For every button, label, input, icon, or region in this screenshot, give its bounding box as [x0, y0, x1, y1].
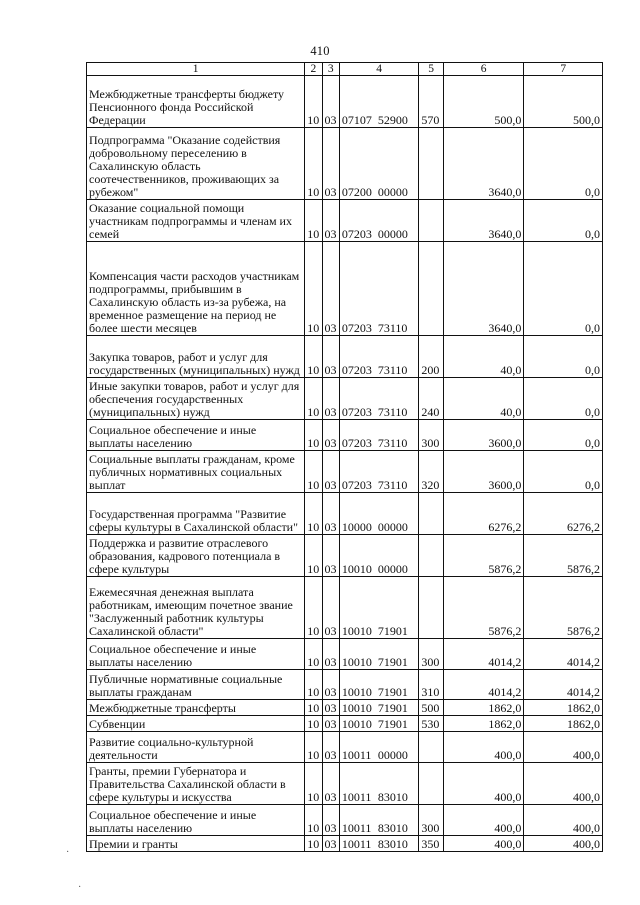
- row-target-article: [339, 732, 419, 763]
- row-target-article: [339, 493, 419, 535]
- table-row: [87, 200, 603, 242]
- row-sum-year-1: 400,0: [443, 763, 524, 805]
- row-target-article: [339, 451, 419, 493]
- target-article-direction: 52900: [377, 113, 408, 127]
- margin-dot: ·: [66, 847, 70, 858]
- target-article-program: 10000: [341, 520, 372, 534]
- row-subsection: 03: [322, 451, 339, 493]
- row-name: Оказание социальной помощи участникам подпрограммы и членам их семей: [87, 200, 305, 242]
- row-sum-year-2: 400,0: [524, 763, 603, 805]
- row-section: 10: [305, 420, 322, 451]
- row-name: Государственная программа "Развитие сферы культуры в Сахалинской области": [87, 493, 305, 535]
- target-article-direction: 71901: [377, 685, 408, 699]
- table-row: [87, 451, 603, 493]
- row-target-article: [339, 639, 419, 670]
- target-article-program: 10011: [341, 837, 372, 851]
- row-sum-year-1: 400,0: [443, 732, 524, 763]
- row-name: Ежемесячная денежная выплата работникам, имеющим почетное звание "Заслуженный работник культуры Сахалинской области": [87, 577, 305, 639]
- row-sum-year-2: 0,0: [524, 242, 603, 336]
- row-sum-year-2: 0,0: [524, 128, 603, 200]
- row-target-article: [339, 128, 419, 200]
- table-row: [87, 493, 603, 535]
- target-article-program: 07203: [341, 321, 372, 335]
- row-subsection: 03: [322, 200, 339, 242]
- row-subsection: 03: [322, 805, 339, 836]
- row-name: Социальное обеспечение и иные выплаты населению: [87, 420, 305, 451]
- row-subsection: 03: [322, 128, 339, 200]
- row-sum-year-2: 400,0: [524, 836, 603, 852]
- row-expense-type: [419, 577, 443, 639]
- column-header-2: 2: [305, 63, 322, 76]
- target-article-direction: 71901: [377, 624, 408, 638]
- row-name: Социальное обеспечение и иные выплаты населению: [87, 639, 305, 670]
- row-target-article: [339, 336, 419, 378]
- row-sum-year-2: 1862,0: [524, 716, 603, 732]
- row-name: Поддержка и развитие отраслевого образования, кадрового потенциала в сфере культуры: [87, 535, 305, 577]
- row-subsection: 03: [322, 763, 339, 805]
- target-article-direction: 83010: [377, 821, 408, 835]
- table-row: [87, 716, 603, 732]
- row-sum-year-1: 4014,2: [443, 670, 524, 700]
- target-article-direction: 73110: [377, 405, 408, 419]
- row-target-article: [339, 200, 419, 242]
- target-article-direction: 71901: [377, 701, 408, 715]
- row-name: Развитие социально-культурной деятельности: [87, 732, 305, 763]
- row-name: Субвенции: [87, 716, 305, 732]
- row-expense-type: 500: [419, 700, 443, 716]
- row-subsection: 03: [322, 836, 339, 852]
- column-header-4: 4: [339, 63, 419, 76]
- target-article-direction: 00000: [377, 520, 408, 534]
- target-article-direction: 83010: [377, 837, 408, 851]
- row-expense-type: [419, 763, 443, 805]
- row-sum-year-1: 3600,0: [443, 420, 524, 451]
- table-row: [87, 336, 603, 378]
- row-sum-year-1: 5876,2: [443, 577, 524, 639]
- row-expense-type: 570: [419, 76, 443, 128]
- target-article-program: 10011: [341, 748, 372, 762]
- target-article-program: 10010: [341, 685, 372, 699]
- row-expense-type: [419, 242, 443, 336]
- row-sum-year-2: 0,0: [524, 200, 603, 242]
- row-name: Компенсация части расходов участникам подпрограммы, прибывшим в Сахалинскую область из-за рубежа, на временное размещение на период не более шести месяцев: [87, 242, 305, 336]
- row-subsection: 03: [322, 336, 339, 378]
- row-section: 10: [305, 493, 322, 535]
- row-sum-year-2: 5876,2: [524, 577, 603, 639]
- row-sum-year-1: 40,0: [443, 378, 524, 420]
- row-sum-year-1: 400,0: [443, 836, 524, 852]
- row-expense-type: 320: [419, 451, 443, 493]
- row-name: Премии и гранты: [87, 836, 305, 852]
- target-article-program: 07203: [341, 363, 372, 377]
- target-article-program: 10010: [341, 717, 372, 731]
- target-article-direction: 00000: [377, 748, 408, 762]
- column-header-6: 6: [443, 63, 524, 76]
- target-article-program: 07107: [341, 113, 372, 127]
- row-section: 10: [305, 378, 322, 420]
- table-row: [87, 732, 603, 763]
- column-header-3: 3: [322, 63, 339, 76]
- row-sum-year-2: 0,0: [524, 336, 603, 378]
- row-section: 10: [305, 76, 322, 128]
- target-article-direction: 00000: [377, 227, 408, 241]
- row-subsection: 03: [322, 420, 339, 451]
- row-sum-year-1: 500,0: [443, 76, 524, 128]
- target-article-program: 10010: [341, 701, 372, 715]
- row-subsection: 03: [322, 577, 339, 639]
- row-sum-year-2: 4014,2: [524, 639, 603, 670]
- row-target-article: [339, 805, 419, 836]
- row-expense-type: 310: [419, 670, 443, 700]
- table-row: [87, 763, 603, 805]
- target-article-direction: 73110: [377, 478, 408, 492]
- row-target-article: [339, 242, 419, 336]
- row-section: 10: [305, 200, 322, 242]
- row-sum-year-2: 0,0: [524, 378, 603, 420]
- row-expense-type: [419, 128, 443, 200]
- row-target-article: [339, 836, 419, 852]
- table-row: [87, 836, 603, 852]
- row-sum-year-2: 6276,2: [524, 493, 603, 535]
- row-sum-year-1: 3640,0: [443, 128, 524, 200]
- row-name: Подпрограмма "Оказание содействия добровольному переселению в Сахалинскую область соотечественников, проживающих за рубежом": [87, 128, 305, 200]
- row-sum-year-1: 40,0: [443, 336, 524, 378]
- table-row: [87, 378, 603, 420]
- row-target-article: [339, 716, 419, 732]
- row-section: 10: [305, 639, 322, 670]
- row-section: 10: [305, 700, 322, 716]
- row-expense-type: [419, 732, 443, 763]
- column-header-5: 5: [419, 63, 443, 76]
- row-sum-year-2: 500,0: [524, 76, 603, 128]
- row-name: Закупка товаров, работ и услуг для государственных (муниципальных) нужд: [87, 336, 305, 378]
- row-sum-year-2: 5876,2: [524, 535, 603, 577]
- row-section: 10: [305, 336, 322, 378]
- target-article-program: 07203: [341, 227, 372, 241]
- row-sum-year-1: 1862,0: [443, 700, 524, 716]
- row-section: 10: [305, 670, 322, 700]
- table-row: [87, 805, 603, 836]
- target-article-direction: 83010: [377, 790, 408, 804]
- budget-table: [86, 62, 603, 852]
- column-header-7: 7: [524, 63, 603, 76]
- row-sum-year-1: 3640,0: [443, 200, 524, 242]
- row-section: 10: [305, 535, 322, 577]
- row-section: 10: [305, 732, 322, 763]
- row-sum-year-1: 1862,0: [443, 716, 524, 732]
- table-row: [87, 76, 603, 128]
- table-row: [87, 535, 603, 577]
- row-subsection: 03: [322, 378, 339, 420]
- target-article-direction: 71901: [377, 717, 408, 731]
- row-sum-year-2: 400,0: [524, 805, 603, 836]
- row-target-article: [339, 378, 419, 420]
- row-section: 10: [305, 242, 322, 336]
- row-name: Межбюджетные трансферты: [87, 700, 305, 716]
- table-row: [87, 242, 603, 336]
- row-section: 10: [305, 836, 322, 852]
- row-sum-year-1: 3600,0: [443, 451, 524, 493]
- row-name: Межбюджетные трансферты бюджету Пенсионного фонда Российской Федерации: [87, 76, 305, 128]
- page-number: 410: [310, 44, 330, 58]
- row-name: Гранты, премии Губернатора и Правительства Сахалинской области в сфере культуры и искусства: [87, 763, 305, 805]
- row-expense-type: 350: [419, 836, 443, 852]
- row-target-article: [339, 763, 419, 805]
- column-header-1: 1: [87, 63, 305, 76]
- row-target-article: [339, 577, 419, 639]
- row-expense-type: 200: [419, 336, 443, 378]
- row-name: Социальное обеспечение и иные выплаты населению: [87, 805, 305, 836]
- target-article-program: 07203: [341, 478, 372, 492]
- target-article-direction: 73110: [377, 321, 408, 335]
- target-article-program: 07203: [341, 436, 372, 450]
- column-number-row: [87, 63, 603, 76]
- row-subsection: 03: [322, 242, 339, 336]
- target-article-program: 10010: [341, 624, 372, 638]
- row-target-article: [339, 700, 419, 716]
- target-article-program: 07200: [341, 185, 372, 199]
- row-section: 10: [305, 805, 322, 836]
- row-expense-type: [419, 493, 443, 535]
- row-section: 10: [305, 451, 322, 493]
- target-article-direction: 00000: [377, 562, 408, 576]
- table-row: [87, 639, 603, 670]
- row-sum-year-1: 5876,2: [443, 535, 524, 577]
- row-sum-year-2: 4014,2: [524, 670, 603, 700]
- target-article-program: 10010: [341, 655, 372, 669]
- row-section: 10: [305, 577, 322, 639]
- row-sum-year-2: 0,0: [524, 420, 603, 451]
- target-article-direction: 71901: [377, 655, 408, 669]
- row-subsection: 03: [322, 535, 339, 577]
- table-row: [87, 128, 603, 200]
- row-expense-type: 300: [419, 639, 443, 670]
- target-article-direction: 00000: [377, 185, 408, 199]
- row-subsection: 03: [322, 493, 339, 535]
- row-subsection: 03: [322, 639, 339, 670]
- target-article-program: 10011: [341, 821, 372, 835]
- row-expense-type: 240: [419, 378, 443, 420]
- row-sum-year-1: 6276,2: [443, 493, 524, 535]
- row-target-article: [339, 420, 419, 451]
- target-article-direction: 73110: [377, 436, 408, 450]
- row-subsection: 03: [322, 732, 339, 763]
- row-sum-year-1: 3640,0: [443, 242, 524, 336]
- row-sum-year-1: 4014,2: [443, 639, 524, 670]
- target-article-direction: 73110: [377, 363, 408, 377]
- table-row: [87, 670, 603, 700]
- table-row: [87, 577, 603, 639]
- row-sum-year-2: 0,0: [524, 451, 603, 493]
- target-article-program: 10010: [341, 562, 372, 576]
- row-sum-year-2: 400,0: [524, 732, 603, 763]
- row-expense-type: 300: [419, 805, 443, 836]
- row-expense-type: [419, 200, 443, 242]
- row-section: 10: [305, 128, 322, 200]
- row-expense-type: [419, 535, 443, 577]
- row-section: 10: [305, 716, 322, 732]
- table-body: [87, 76, 603, 852]
- row-target-article: [339, 535, 419, 577]
- row-target-article: [339, 76, 419, 128]
- row-subsection: 03: [322, 700, 339, 716]
- table-row: [87, 700, 603, 716]
- row-subsection: 03: [322, 670, 339, 700]
- row-subsection: 03: [322, 76, 339, 128]
- row-name: Социальные выплаты гражданам, кроме публичных нормативных социальных выплат: [87, 451, 305, 493]
- target-article-program: 10011: [341, 790, 372, 804]
- table-row: [87, 420, 603, 451]
- row-expense-type: 530: [419, 716, 443, 732]
- row-subsection: 03: [322, 716, 339, 732]
- row-name: Публичные нормативные социальные выплаты гражданам: [87, 670, 305, 700]
- margin-dot: ·: [78, 882, 82, 893]
- row-sum-year-2: 1862,0: [524, 700, 603, 716]
- row-section: 10: [305, 763, 322, 805]
- row-name: Иные закупки товаров, работ и услуг для обеспечения государственных (муниципальных) нужд: [87, 378, 305, 420]
- target-article-program: 07203: [341, 405, 372, 419]
- row-target-article: [339, 670, 419, 700]
- row-sum-year-1: 400,0: [443, 805, 524, 836]
- row-expense-type: 300: [419, 420, 443, 451]
